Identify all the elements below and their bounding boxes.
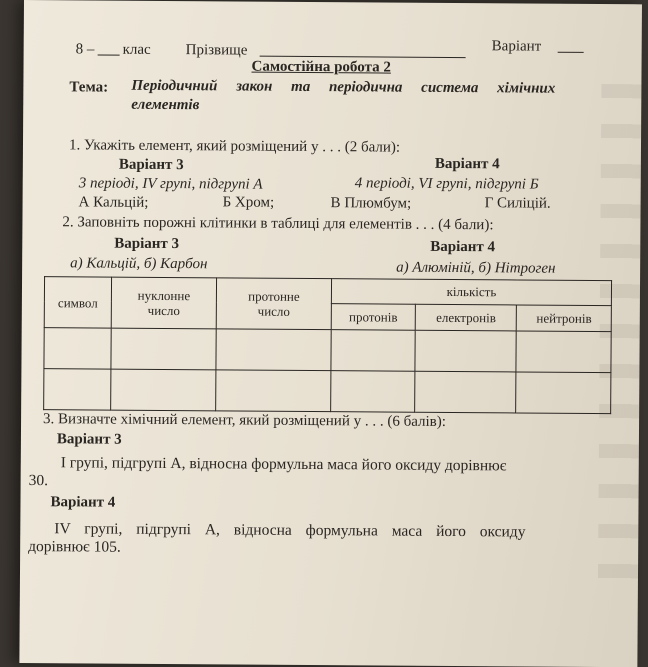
header-symbol: символ (44, 277, 111, 329)
q3-variant-4-line-1: IV групі, підгрупі А, відносна формульна маса його оксиду (54, 520, 526, 541)
q3-variant-3-line-1: І групі, підгрупі А, відносна формульна маса його оксиду дорівнює (60, 454, 507, 475)
worksheet-title: Самостійна робота 2 (251, 58, 391, 76)
q1-variant-3-condition: 3 періоді, IV групі, підгрупі А (78, 175, 263, 193)
table-cell[interactable] (44, 369, 111, 410)
q3-variant-3-line-2: 30. (28, 472, 49, 490)
q3-variant-3-label: Варіант 3 (56, 431, 122, 448)
q1-option-g[interactable]: Г Силіцій. (484, 195, 551, 212)
q1-option-v[interactable]: В Плюмбум; (330, 195, 412, 212)
header-electrons: електронів (415, 304, 517, 331)
element-table (43, 276, 612, 414)
header-neutrons: нейтронів (517, 304, 612, 331)
header-nucleon-number: нуклонне число (111, 277, 216, 329)
table-cell[interactable] (415, 371, 517, 413)
header-proton-number: протонне число (216, 278, 331, 330)
header-protons: протонів (331, 303, 415, 330)
table-cell[interactable] (331, 330, 415, 372)
q3-variant-4-line-2: дорівнює 105. (28, 538, 121, 556)
q1-variant-4-label: Варіант 4 (434, 155, 500, 173)
q2-variant-4-label: Варіант 4 (430, 238, 496, 256)
topic-label: Тема: (69, 79, 109, 96)
variant-blank[interactable] (558, 52, 584, 53)
worksheet-page (19, 0, 642, 667)
q1-option-a[interactable]: А Кальцій; (78, 194, 149, 211)
table-cell[interactable] (516, 372, 611, 414)
question-1: 1. Укажіть елемент, який розміщений у . . . (2 бали): (68, 137, 401, 156)
table-cell[interactable] (111, 328, 216, 370)
header-quantity: кількість (331, 279, 611, 306)
variant-label: Варіант (491, 38, 542, 55)
table-cell[interactable] (415, 330, 517, 372)
q3-variant-4-label: Варіант 4 (50, 494, 116, 511)
topic-line-2: елементів (131, 96, 200, 114)
q2-variant-3-label: Варіант 3 (114, 235, 180, 253)
grade-blank[interactable] (98, 55, 120, 56)
table-cell[interactable] (516, 331, 611, 373)
topic-line-1: Періодичний закон та періодична система хімічних (131, 77, 556, 97)
q2-variant-4-items: а) Алюміній, б) Нітроген (396, 259, 556, 277)
q2-variant-3-items: а) Кальцій, б) Карбон (70, 255, 208, 273)
q1-variant-4-condition: 4 періоді, VI групі, підгрупі Б (354, 175, 539, 193)
grade-label: 8 – (75, 41, 95, 58)
q1-variant-3-label: Варіант 3 (118, 156, 184, 174)
question-3: 3. Визначте хімічний елемент, який розміщений у . . . (6 балів): (43, 411, 447, 430)
table-cell[interactable] (216, 370, 331, 412)
table-cell[interactable] (331, 371, 415, 413)
question-2: 2. Заповніть порожні клітинки в таблиці для елементів . . . (4 бали): (62, 214, 494, 234)
table-cell[interactable] (44, 328, 111, 369)
surname-label: Прізвище (185, 42, 248, 59)
q1-option-b[interactable]: Б Хром; (222, 194, 275, 211)
class-label: клас (122, 41, 151, 58)
table-cell[interactable] (216, 329, 331, 371)
table-cell[interactable] (111, 369, 216, 411)
